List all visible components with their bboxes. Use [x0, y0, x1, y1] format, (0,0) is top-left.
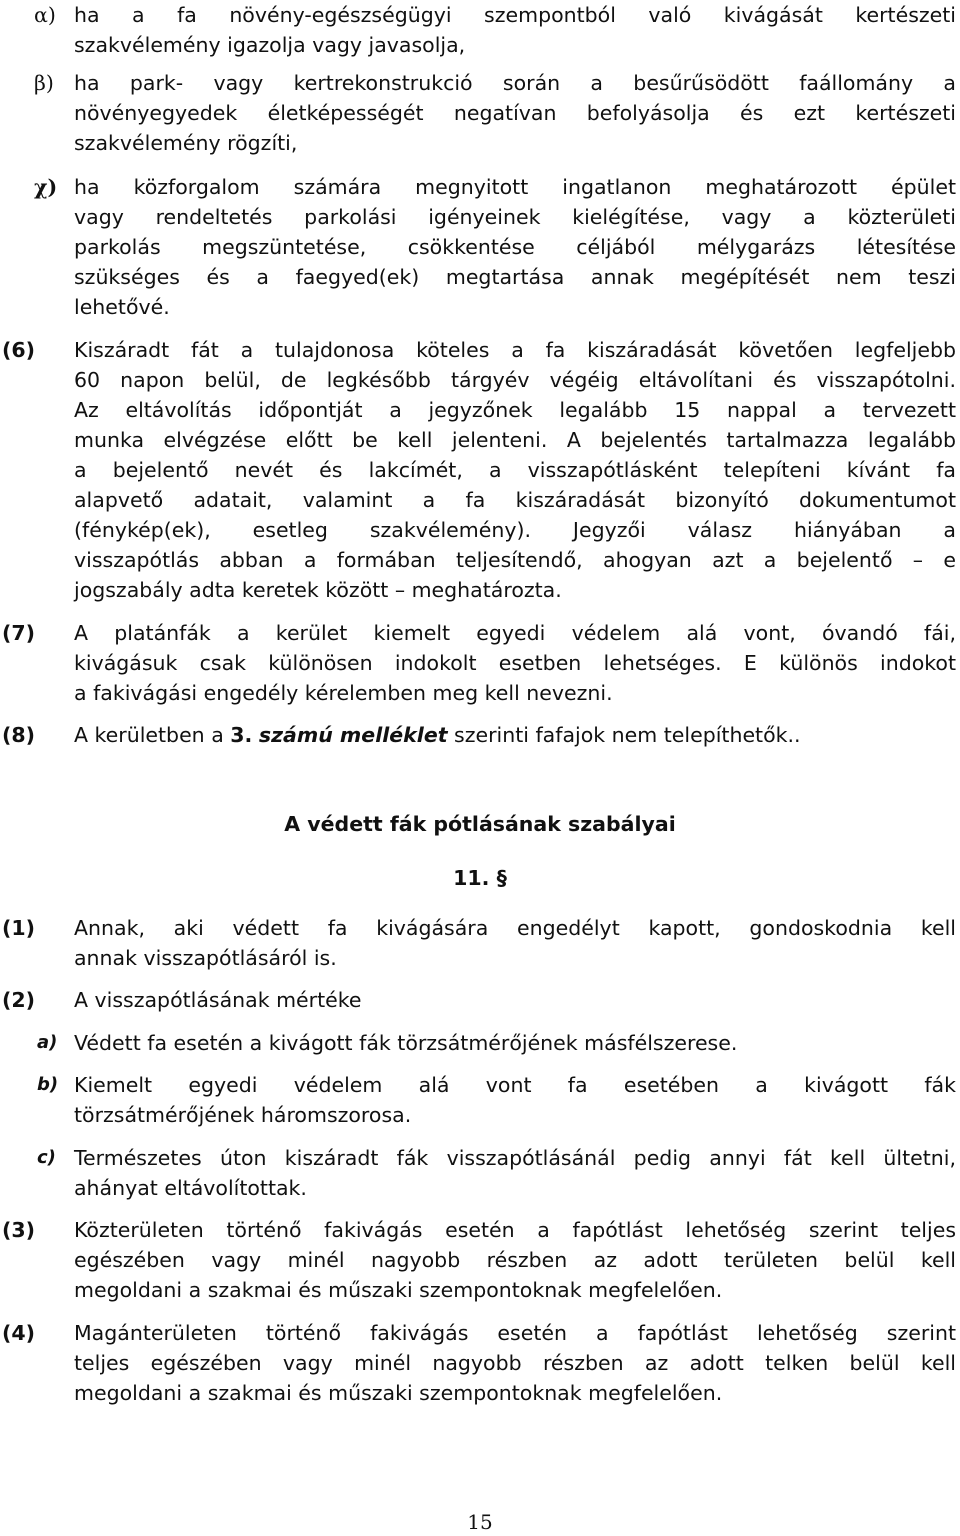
paragraph-text: [74, 720, 956, 750]
text-line: visszapótlás abban a formában teljesítendő, ahogyan azt a bejelentő – e: [74, 548, 956, 572]
sub-item-label: c): [37, 1147, 56, 1168]
text-line: A visszapótlásának mértéke: [74, 988, 362, 1012]
paragraph-number: (4): [2, 1321, 36, 1345]
text-line: Kiszáradt fát a tulajdonosa köteles a fa kiszáradását követően legfeljebb: [74, 338, 956, 362]
sub-item-text: [74, 1028, 956, 1058]
section-number: [0, 866, 960, 890]
section-title: A védett fák pótlásának szabályai: [284, 812, 676, 836]
text-line: ha a fa növény-egészségügyi szempontból való kivágását kertészeti: [74, 3, 956, 27]
page-number: 15: [467, 1510, 493, 1534]
text-line: a bejelentő nevét és lakcímét, a visszapótlásként telepíteni kívánt fa: [74, 458, 956, 482]
annex-number: 3.: [230, 723, 253, 747]
text-line: ha közforgalom számára megnyitott ingatlanon meghatározott épület: [74, 175, 956, 199]
text-line: lehetővé.: [74, 295, 170, 319]
text-line: jogszabály adta keretek között – meghatározta.: [74, 578, 562, 602]
text-run: A kerületben a: [74, 723, 231, 747]
text-line: teljes egészében vagy minél nagyobb részben az adott telken belül kell: [74, 1351, 956, 1375]
text-line: Kiemelt egyedi védelem alá vont fa esetében a kivágott fák: [74, 1073, 956, 1097]
text-line: Magánterületen történő fakivágás esetén a fapótlást lehetőség szerint: [74, 1321, 956, 1345]
paragraph-text: [74, 985, 956, 1015]
text-line: ahányat eltávolítottak.: [74, 1176, 307, 1200]
sub-item-label: b): [37, 1074, 59, 1095]
paragraph-text: [74, 1215, 956, 1305]
text-line: növényegyedek életképességét negatívan befolyásolja és ezt kertészeti: [74, 101, 956, 125]
paragraph-text: [74, 335, 956, 605]
text-line: Az eltávolítás időpontját a jegyzőnek legalább 15 nappal a tervezett: [74, 398, 956, 422]
paragraph-number: (3): [2, 1218, 36, 1242]
text-line: Védett fa esetén a kivágott fák törzsátmérőjének másfélszerese.: [74, 1031, 738, 1055]
text-line: egészében vagy minél nagyobb részben az adott területen belül kell: [74, 1248, 956, 1272]
paragraph-text: [74, 913, 956, 973]
text-line: Természetes úton kiszáradt fák visszapótlásánál pedig annyi fát kell ültetni,: [74, 1146, 956, 1170]
item-label: β): [34, 71, 54, 95]
text-line: 60 napon belül, de legkésőbb tárgyév végéig eltávolítani és visszapótolni.: [74, 368, 956, 392]
item-label: χ): [34, 175, 58, 199]
paragraph-number: (6): [2, 338, 36, 362]
text-line: vagy rendeltetés parkolási igényeinek kielégítése, vagy a közterületi: [74, 205, 956, 229]
text-line: parkolás megszüntetése, csökkentése céljából mélygarázs létesítése: [74, 235, 956, 259]
item-text: [74, 172, 956, 322]
text-line: megoldani a szakmai és műszaki szempontoknak megfelelően.: [74, 1278, 723, 1302]
paragraph-number: (7): [2, 621, 36, 645]
item-text: [74, 68, 956, 158]
text-line: Közterületen történő fakivágás esetén a fapótlást lehetőség szerint teljes: [74, 1218, 956, 1242]
text-line: annak visszapótlásáról is.: [74, 946, 337, 970]
section-number-text: 11.: [453, 866, 490, 890]
text-line: A platánfák a kerület kiemelt egyedi védelem alá vont, óvandó fái,: [74, 621, 956, 645]
sub-item-text: [74, 1143, 956, 1203]
paragraph-number: (1): [2, 916, 36, 940]
text-line: kivágásuk csak különösen indokolt esetben lehetséges. E különös indokot: [74, 651, 956, 675]
paragraph-number: (8): [2, 723, 36, 747]
text-line: szakvélemény rögzíti,: [74, 131, 298, 155]
text-line: szükséges és a faegyed(ek) megtartása annak megépítését nem teszi: [74, 265, 956, 289]
text-line: megoldani a szakmai és műszaki szempontoknak megfelelően.: [74, 1381, 723, 1405]
text-line: [74, 720, 956, 750]
item-text: [74, 0, 956, 60]
text-run: szerinti fafajok nem telepíthetők..: [447, 723, 801, 747]
text-line: a fakivágási engedély kérelemben meg kell nevezni.: [74, 681, 613, 705]
paragraph-text: [74, 1318, 956, 1408]
sub-item-label: a): [37, 1032, 58, 1053]
sub-item-text: [74, 1070, 956, 1130]
text-line: törzsátmérőjének háromszorosa.: [74, 1103, 412, 1127]
annex-reference: számú melléklet: [258, 723, 448, 747]
text-line: szakvélemény igazolja vagy javasolja,: [74, 33, 466, 57]
text-line: (fénykép(ek), esetleg szakvélemény). Jegyzői válasz hiányában a: [74, 518, 956, 542]
text-line: Annak, aki védett fa kivágására engedélyt kapott, gondoskodnia kell: [74, 916, 956, 940]
text-line: ha park- vagy kertrekonstrukció során a besűrűsödött faállomány a: [74, 71, 956, 95]
text-line: alapvető adatait, valamint a fa kiszáradását bizonyító dokumentumot: [74, 488, 956, 512]
section-sign-icon: §: [496, 866, 507, 890]
paragraph-number: (2): [2, 988, 36, 1012]
text-line: munka elvégzése előtt be kell jelenteni. A bejelentés tartalmazza legalább: [74, 428, 956, 452]
item-label: α): [34, 3, 56, 27]
paragraph-text: [74, 618, 956, 708]
